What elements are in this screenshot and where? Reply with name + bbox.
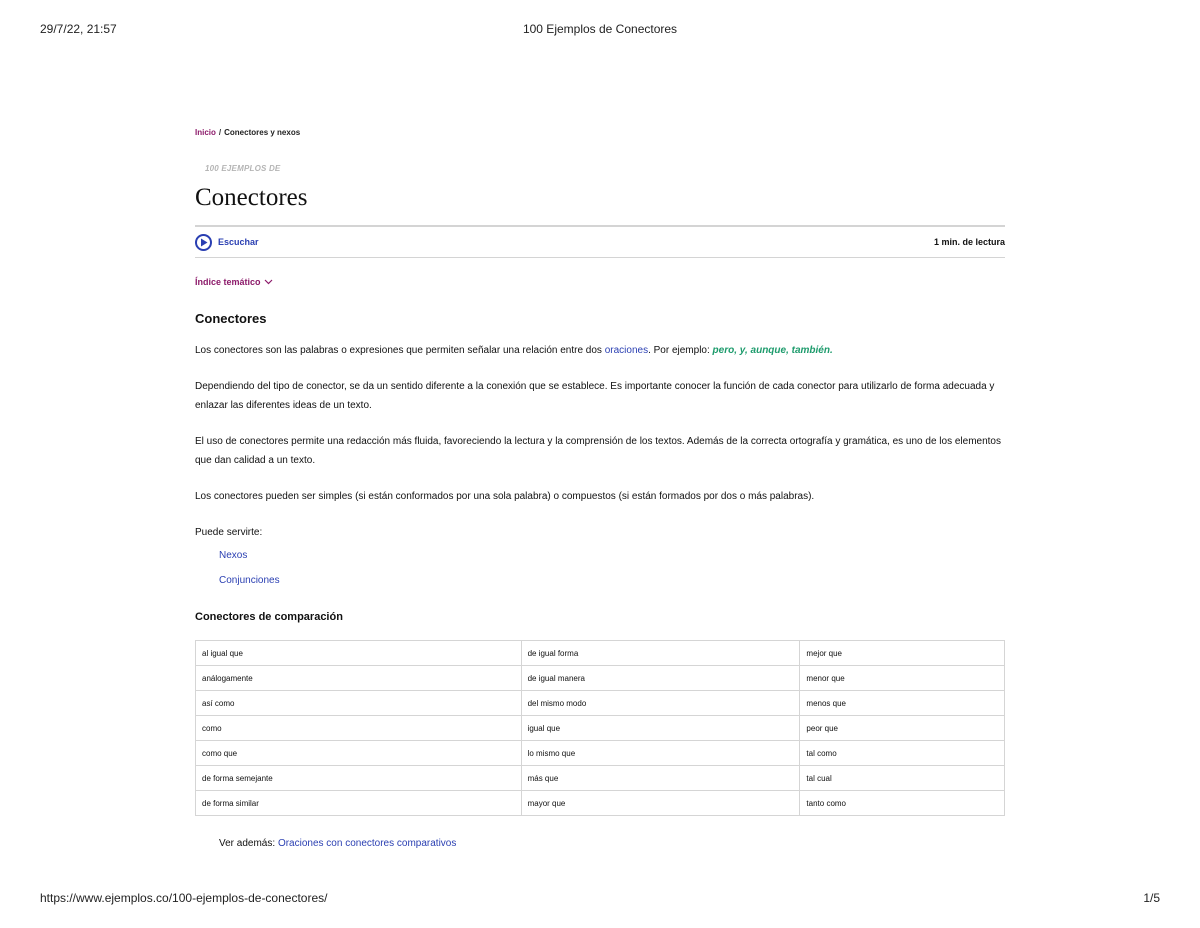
see-also-link[interactable]: Oraciones con conectores comparativos bbox=[277, 838, 457, 849]
page-kicker: 100 EJEMPLOS DE bbox=[205, 164, 281, 173]
table-cell: tal cual bbox=[800, 766, 1005, 791]
page-title: Conectores bbox=[195, 184, 308, 211]
table-cell: del mismo modo bbox=[521, 691, 800, 716]
print-header bbox=[40, 22, 1160, 36]
print-doc-title: 100 Ejemplos de Conectores bbox=[522, 22, 678, 36]
examples-text: pero, y, aunque, también. bbox=[712, 345, 833, 356]
table-row bbox=[196, 741, 1005, 766]
see-also-label: Ver además: bbox=[219, 838, 276, 849]
comparison-connectors-table bbox=[195, 640, 1005, 816]
table-cell: como bbox=[196, 716, 522, 741]
intro-text-a: Los bbox=[195, 345, 214, 356]
toc-toggle[interactable] bbox=[195, 277, 273, 287]
table-cell: mayor que bbox=[521, 791, 800, 816]
table-cell: de igual manera bbox=[521, 666, 800, 691]
listen-button[interactable] bbox=[195, 234, 259, 251]
table-row bbox=[196, 791, 1005, 816]
section-heading-comparacion: Conectores de comparación bbox=[195, 611, 343, 623]
paragraph-4: Los conectores pueden ser simples (si están conformados por una sola palabra) o compuestos (si están formados por dos o más palabras). bbox=[195, 491, 815, 502]
related-links-list bbox=[219, 543, 280, 593]
toc-label: Índice temático bbox=[195, 277, 261, 287]
paragraph-3: El uso de conectores permite una redacción más fluida, favoreciendo la lectura y la comprensión de los textos. Además de la correcta ortografía y gramática, es uno de los elementos que dan calidad a un texto. bbox=[195, 436, 1001, 466]
breadcrumb-separator: / bbox=[218, 128, 222, 137]
play-icon bbox=[195, 234, 212, 251]
related-label: Puede servirte: bbox=[195, 527, 263, 538]
table-cell: así como bbox=[196, 691, 522, 716]
table-row bbox=[196, 641, 1005, 666]
table-row bbox=[196, 716, 1005, 741]
table-row bbox=[196, 766, 1005, 791]
section-heading-conectores: Conectores bbox=[195, 311, 267, 326]
table-cell: mejor que bbox=[800, 641, 1005, 666]
table-cell: igual que bbox=[521, 716, 800, 741]
listen-label: Escuchar bbox=[218, 237, 259, 247]
print-footer bbox=[40, 891, 1160, 905]
table-cell: más que bbox=[521, 766, 800, 791]
paragraph-2: Dependiendo del tipo de conector, se da un sentido diferente a la conexión que se establece. Es importante conocer la función de cada conector para utilizarlo de forma adecuada y enlazar las diferentes ideas de un texto. bbox=[195, 381, 995, 411]
intro-text-d: . Por ejemplo: bbox=[648, 345, 713, 356]
breadcrumb-current: Conectores y nexos bbox=[224, 128, 301, 137]
breadcrumb bbox=[195, 128, 300, 137]
table-cell: al igual que bbox=[196, 641, 522, 666]
intro-paragraph bbox=[195, 341, 1007, 360]
table-cell: tanto como bbox=[800, 791, 1005, 816]
chevron-down-icon bbox=[264, 277, 273, 287]
related-link-conjunciones[interactable]: Conjunciones bbox=[219, 575, 280, 586]
related-link-nexos[interactable]: Nexos bbox=[219, 550, 248, 561]
breadcrumb-home-link[interactable]: Inicio bbox=[195, 128, 216, 137]
intro-text-b: conectores bbox=[213, 345, 263, 356]
table-cell: de forma semejante bbox=[196, 766, 522, 791]
print-url: https://www.ejemplos.co/100-ejemplos-de-conectores/ bbox=[40, 891, 328, 905]
see-also bbox=[219, 838, 456, 849]
print-page-number: 1/5 bbox=[1143, 891, 1160, 905]
table-cell: de igual forma bbox=[521, 641, 800, 666]
listen-bar bbox=[195, 225, 1005, 258]
table-cell: análogamente bbox=[196, 666, 522, 691]
table-cell: lo mismo que bbox=[521, 741, 800, 766]
list-item bbox=[219, 543, 280, 568]
table-cell: peor que bbox=[800, 716, 1005, 741]
table-row bbox=[196, 691, 1005, 716]
print-datetime: 29/7/22, 21:57 bbox=[40, 22, 117, 36]
read-time: 1 min. de lectura bbox=[933, 237, 1005, 247]
list-item bbox=[219, 568, 280, 593]
table-cell: menos que bbox=[800, 691, 1005, 716]
oraciones-link[interactable]: oraciones bbox=[604, 345, 649, 356]
table-cell: menor que bbox=[800, 666, 1005, 691]
table-cell: como que bbox=[196, 741, 522, 766]
table-row bbox=[196, 666, 1005, 691]
table-cell: tal como bbox=[800, 741, 1005, 766]
table-cell: de forma similar bbox=[196, 791, 522, 816]
intro-text-c: son las palabras o expresiones que permiten señalar una relación entre dos bbox=[262, 345, 605, 356]
